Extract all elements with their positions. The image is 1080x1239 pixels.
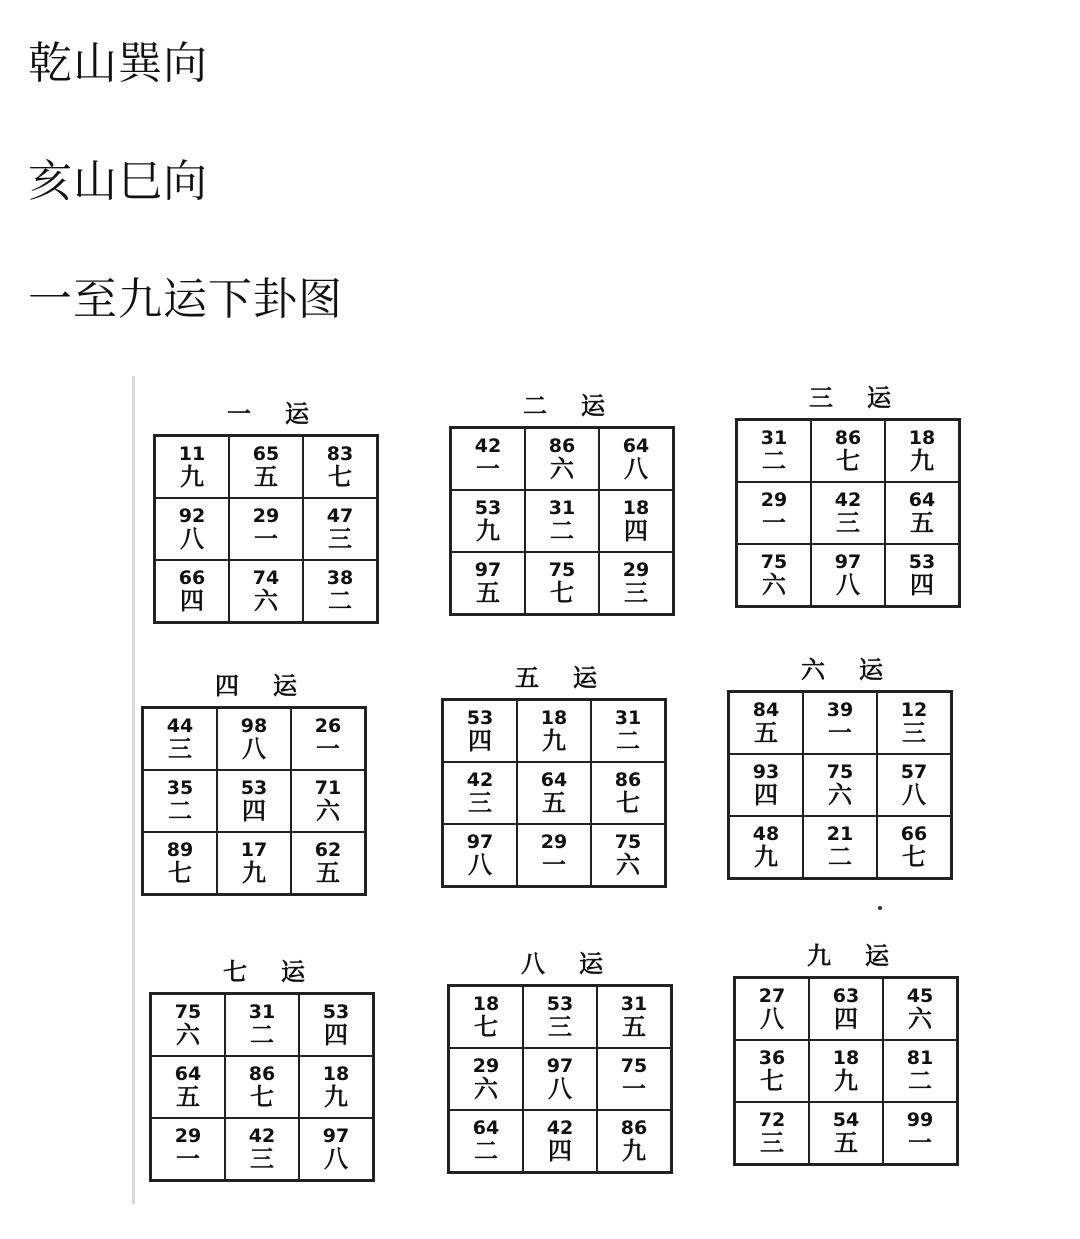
period-chart-title: 二运 (523, 391, 639, 420)
period-star: 八 (836, 570, 860, 599)
period-star: 三 (760, 1128, 784, 1157)
period-star: 一 (254, 524, 278, 553)
period-chart (727, 650, 957, 880)
period-star: 九 (476, 516, 500, 545)
mountain-water-stars: 53 (466, 707, 494, 729)
mountain-water-stars: 66 (900, 823, 928, 845)
period-chart (733, 936, 963, 1166)
palace-cell (443, 824, 517, 886)
period-star: 七 (474, 1012, 498, 1041)
palace-cell (525, 552, 599, 614)
mountain-water-stars: 26 (314, 715, 342, 737)
palace-cell (151, 1118, 225, 1180)
period-star: 三 (548, 1012, 572, 1041)
palace-cell (155, 436, 229, 498)
mountain-water-stars: 83 (326, 443, 354, 465)
period-star: 三 (468, 788, 492, 817)
mountain-water-stars: 42 (248, 1125, 276, 1147)
palace-cell (451, 490, 525, 552)
period-star: 九 (910, 446, 934, 475)
palace-cell (143, 708, 217, 770)
palace-cell (597, 1110, 671, 1172)
palace-cell (217, 832, 291, 894)
period-star: 四 (242, 796, 266, 825)
palace-cell (143, 770, 217, 832)
palace-cell (303, 498, 377, 560)
period-chart (149, 952, 379, 1182)
mountain-water-stars: 64 (472, 1117, 500, 1139)
palace-cell (517, 824, 591, 886)
nine-palace-grid (447, 984, 673, 1174)
period-chart-title: 一运 (227, 399, 343, 428)
palace-cell (303, 436, 377, 498)
palace-cell (451, 552, 525, 614)
mountain-water-stars: 74 (252, 567, 280, 589)
palace-cell (303, 560, 377, 622)
mountain-water-stars: 97 (322, 1125, 350, 1147)
palace-cell (735, 1102, 809, 1164)
palace-cell (599, 428, 673, 490)
period-star: 七 (902, 842, 926, 871)
period-star: 三 (624, 578, 648, 607)
nine-palace-grid (441, 698, 667, 888)
mountain-water-stars: 75 (620, 1055, 648, 1077)
palace-cell (885, 482, 959, 544)
mountain-water-stars: 12 (900, 699, 928, 721)
period-chart-title: 三运 (809, 383, 925, 412)
palace-cell (811, 420, 885, 482)
mountain-water-stars: 89 (166, 839, 194, 861)
palace-cell (523, 1048, 597, 1110)
mountain-water-stars: 18 (322, 1063, 350, 1085)
palace-cell (299, 1056, 373, 1118)
period-star: 二 (762, 446, 786, 475)
mountain-water-stars: 36 (758, 1047, 786, 1069)
mountain-water-stars: 53 (240, 777, 268, 799)
mountain-water-stars: 31 (760, 427, 788, 449)
mountain-water-stars: 44 (166, 715, 194, 737)
palace-cell (885, 544, 959, 606)
mountain-water-stars: 86 (248, 1063, 276, 1085)
mountain-water-stars: 29 (472, 1055, 500, 1077)
nine-palace-grid (727, 690, 953, 880)
period-star: 九 (324, 1082, 348, 1111)
mountain-water-stars: 97 (834, 551, 862, 573)
period-star: 七 (836, 446, 860, 475)
period-chart-title: 八运 (521, 949, 637, 978)
period-star: 八 (548, 1074, 572, 1103)
period-star: 四 (548, 1136, 572, 1165)
palace-cell (517, 762, 591, 824)
period-star: 七 (250, 1082, 274, 1111)
period-star: 二 (828, 842, 852, 871)
period-star: 七 (550, 578, 574, 607)
period-star: 一 (622, 1074, 646, 1103)
period-star: 八 (624, 454, 648, 483)
mountain-water-stars: 86 (834, 427, 862, 449)
mountain-water-stars: 75 (760, 551, 788, 573)
mountain-water-stars: 29 (760, 489, 788, 511)
palace-cell (225, 994, 299, 1056)
mountain-water-stars: 29 (174, 1125, 202, 1147)
palace-cell (737, 544, 811, 606)
period-chart (735, 378, 965, 608)
mountain-water-stars: 75 (548, 559, 576, 581)
nine-palace-grid (735, 418, 961, 608)
period-star: 六 (176, 1020, 200, 1049)
period-star: 四 (324, 1020, 348, 1049)
period-star: 四 (834, 1004, 858, 1033)
mountain-water-stars: 72 (758, 1109, 786, 1131)
palace-cell (299, 1118, 373, 1180)
mountain-water-stars: 99 (906, 1109, 934, 1131)
palace-cell (729, 816, 803, 878)
palace-cell (811, 482, 885, 544)
period-star: 七 (168, 858, 192, 887)
period-star: 九 (242, 858, 266, 887)
period-star: 五 (754, 718, 778, 747)
period-star: 二 (250, 1020, 274, 1049)
mountain-water-stars: 11 (178, 443, 206, 465)
mountain-water-stars: 17 (240, 839, 268, 861)
period-star: 九 (622, 1136, 646, 1165)
palace-cell (737, 420, 811, 482)
mountain-water-stars: 31 (548, 497, 576, 519)
mountain-water-stars: 35 (166, 777, 194, 799)
palace-cell (883, 978, 957, 1040)
palace-cell (597, 986, 671, 1048)
period-star: 七 (616, 788, 640, 817)
palace-cell (877, 754, 951, 816)
mountain-water-stars: 31 (614, 707, 642, 729)
palace-cell (229, 498, 303, 560)
palace-cell (155, 560, 229, 622)
period-star: 三 (250, 1144, 274, 1173)
palace-cell (809, 1040, 883, 1102)
period-star: 二 (908, 1066, 932, 1095)
mountain-water-stars: 27 (758, 985, 786, 1007)
period-chart-title: 七运 (223, 957, 339, 986)
mountain-water-stars: 64 (540, 769, 568, 791)
mountain-water-stars: 53 (474, 497, 502, 519)
period-star: 二 (168, 796, 192, 825)
palace-cell (803, 692, 877, 754)
period-star: 二 (550, 516, 574, 545)
period-star: 一 (828, 718, 852, 747)
palace-cell (735, 1040, 809, 1102)
period-star: 四 (180, 586, 204, 615)
mountain-water-stars: 75 (826, 761, 854, 783)
mountain-water-stars: 57 (900, 761, 928, 783)
period-star: 九 (180, 462, 204, 491)
period-star: 三 (836, 508, 860, 537)
period-star: 五 (476, 578, 500, 607)
period-star: 六 (474, 1074, 498, 1103)
palace-cell (735, 978, 809, 1040)
period-star: 二 (328, 586, 352, 615)
mountain-water-stars: 64 (908, 489, 936, 511)
mountain-water-stars: 29 (622, 559, 650, 581)
nine-palace-grid (141, 706, 367, 896)
nine-palace-grid (149, 992, 375, 1182)
period-star: 五 (254, 462, 278, 491)
palace-cell (729, 754, 803, 816)
heading-chart-caption: 一至九运下卦图 (28, 274, 343, 325)
nine-palace-grid (153, 434, 379, 624)
period-star: 五 (316, 858, 340, 887)
mountain-water-stars: 31 (620, 993, 648, 1015)
mountain-water-stars: 81 (906, 1047, 934, 1069)
palace-cell (591, 824, 665, 886)
mountain-water-stars: 18 (832, 1047, 860, 1069)
palace-cell (877, 816, 951, 878)
mountain-water-stars: 98 (240, 715, 268, 737)
period-star: 八 (324, 1144, 348, 1173)
period-star: 六 (316, 796, 340, 825)
mountain-water-stars: 18 (540, 707, 568, 729)
mountain-water-stars: 97 (474, 559, 502, 581)
period-star: 五 (176, 1082, 200, 1111)
palace-cell (877, 692, 951, 754)
mountain-water-stars: 75 (614, 831, 642, 853)
period-star: 一 (762, 508, 786, 537)
mountain-water-stars: 97 (466, 831, 494, 853)
period-star: 四 (910, 570, 934, 599)
palace-cell (803, 754, 877, 816)
period-star: 七 (760, 1066, 784, 1095)
period-star: 三 (168, 734, 192, 763)
mountain-water-stars: 92 (178, 505, 206, 527)
palace-cell (443, 700, 517, 762)
palace-cell (523, 986, 597, 1048)
palace-cell (885, 420, 959, 482)
period-star: 六 (828, 780, 852, 809)
mountain-water-stars: 54 (832, 1109, 860, 1131)
palace-cell (591, 700, 665, 762)
period-star: 五 (834, 1128, 858, 1157)
mountain-water-stars: 63 (832, 985, 860, 1007)
period-chart (449, 386, 679, 616)
mountain-water-stars: 86 (548, 435, 576, 457)
palace-cell (443, 762, 517, 824)
period-chart (153, 394, 383, 624)
palace-cell (449, 1048, 523, 1110)
palace-cell (523, 1110, 597, 1172)
period-star: 八 (468, 850, 492, 879)
palace-cell (525, 490, 599, 552)
palace-cell (811, 544, 885, 606)
period-star: 六 (762, 570, 786, 599)
mountain-water-stars: 66 (178, 567, 206, 589)
palace-cell (143, 832, 217, 894)
palace-cell (217, 770, 291, 832)
period-star: 三 (328, 524, 352, 553)
period-star: 六 (254, 586, 278, 615)
period-star: 一 (476, 454, 500, 483)
period-chart (441, 658, 671, 888)
mountain-water-stars: 64 (622, 435, 650, 457)
palace-cell (729, 692, 803, 754)
period-chart (447, 944, 677, 1174)
mountain-water-stars: 29 (540, 831, 568, 853)
palace-cell (597, 1048, 671, 1110)
period-star: 九 (542, 726, 566, 755)
mountain-water-stars: 64 (174, 1063, 202, 1085)
mountain-water-stars: 45 (906, 985, 934, 1007)
period-star: 二 (616, 726, 640, 755)
heading-qian-shan: 乾山巽向 (28, 38, 208, 89)
palace-cell (525, 428, 599, 490)
period-star: 一 (176, 1144, 200, 1173)
mountain-water-stars: 93 (752, 761, 780, 783)
palace-cell (155, 498, 229, 560)
mountain-water-stars: 42 (474, 435, 502, 457)
palace-cell (883, 1102, 957, 1164)
period-star: 四 (754, 780, 778, 809)
period-star: 八 (760, 1004, 784, 1033)
mountain-water-stars: 53 (546, 993, 574, 1015)
mountain-water-stars: 53 (908, 551, 936, 573)
mountain-water-stars: 71 (314, 777, 342, 799)
palace-cell (737, 482, 811, 544)
period-star: 三 (902, 718, 926, 747)
flying-star-figure (132, 376, 955, 1204)
period-star: 四 (624, 516, 648, 545)
period-star: 五 (622, 1012, 646, 1041)
mountain-water-stars: 42 (546, 1117, 574, 1139)
period-star: 八 (902, 780, 926, 809)
palace-cell (599, 490, 673, 552)
mountain-water-stars: 48 (752, 823, 780, 845)
palace-cell (299, 994, 373, 1056)
mountain-water-stars: 75 (174, 1001, 202, 1023)
palace-cell (151, 1056, 225, 1118)
period-star: 一 (542, 850, 566, 879)
mountain-water-stars: 39 (826, 699, 854, 721)
palace-cell (591, 762, 665, 824)
period-star: 九 (834, 1066, 858, 1095)
mountain-water-stars: 18 (908, 427, 936, 449)
period-chart (141, 666, 371, 896)
mountain-water-stars: 84 (752, 699, 780, 721)
palace-cell (151, 994, 225, 1056)
palace-cell (225, 1056, 299, 1118)
palace-cell (229, 560, 303, 622)
palace-cell (229, 436, 303, 498)
mountain-water-stars: 31 (248, 1001, 276, 1023)
mountain-water-stars: 86 (614, 769, 642, 791)
palace-cell (449, 1110, 523, 1172)
mountain-water-stars: 97 (546, 1055, 574, 1077)
palace-cell (291, 832, 365, 894)
period-star: 一 (316, 734, 340, 763)
period-star: 九 (754, 842, 778, 871)
mountain-water-stars: 38 (326, 567, 354, 589)
period-star: 七 (328, 462, 352, 491)
period-star: 四 (468, 726, 492, 755)
mountain-water-stars: 65 (252, 443, 280, 465)
print-speck (878, 906, 882, 910)
palace-cell (803, 816, 877, 878)
palace-cell (883, 1040, 957, 1102)
period-star: 八 (242, 734, 266, 763)
palace-cell (291, 708, 365, 770)
mountain-water-stars: 18 (622, 497, 650, 519)
palace-cell (291, 770, 365, 832)
palace-cell (449, 986, 523, 1048)
period-star: 六 (616, 850, 640, 879)
heading-hai-shan: 亥山巳向 (28, 156, 208, 207)
period-chart-title: 九运 (807, 941, 923, 970)
nine-palace-grid (449, 426, 675, 616)
mountain-water-stars: 29 (252, 505, 280, 527)
mountain-water-stars: 47 (326, 505, 354, 527)
palace-cell (225, 1118, 299, 1180)
mountain-water-stars: 21 (826, 823, 854, 845)
period-star: 一 (908, 1128, 932, 1157)
period-star: 六 (550, 454, 574, 483)
mountain-water-stars: 42 (834, 489, 862, 511)
period-star: 五 (542, 788, 566, 817)
mountain-water-stars: 86 (620, 1117, 648, 1139)
mountain-water-stars: 18 (472, 993, 500, 1015)
period-star: 六 (908, 1004, 932, 1033)
period-chart-title: 五运 (515, 663, 631, 692)
palace-cell (809, 978, 883, 1040)
palace-cell (517, 700, 591, 762)
period-chart-title: 四运 (215, 671, 331, 700)
palace-cell (599, 552, 673, 614)
mountain-water-stars: 62 (314, 839, 342, 861)
period-star: 八 (180, 524, 204, 553)
mountain-water-stars: 53 (322, 1001, 350, 1023)
period-star: 二 (474, 1136, 498, 1165)
palace-cell (809, 1102, 883, 1164)
period-star: 五 (910, 508, 934, 537)
mountain-water-stars: 42 (466, 769, 494, 791)
period-chart-title: 六运 (801, 655, 917, 684)
nine-palace-grid (733, 976, 959, 1166)
palace-cell (451, 428, 525, 490)
palace-cell (217, 708, 291, 770)
